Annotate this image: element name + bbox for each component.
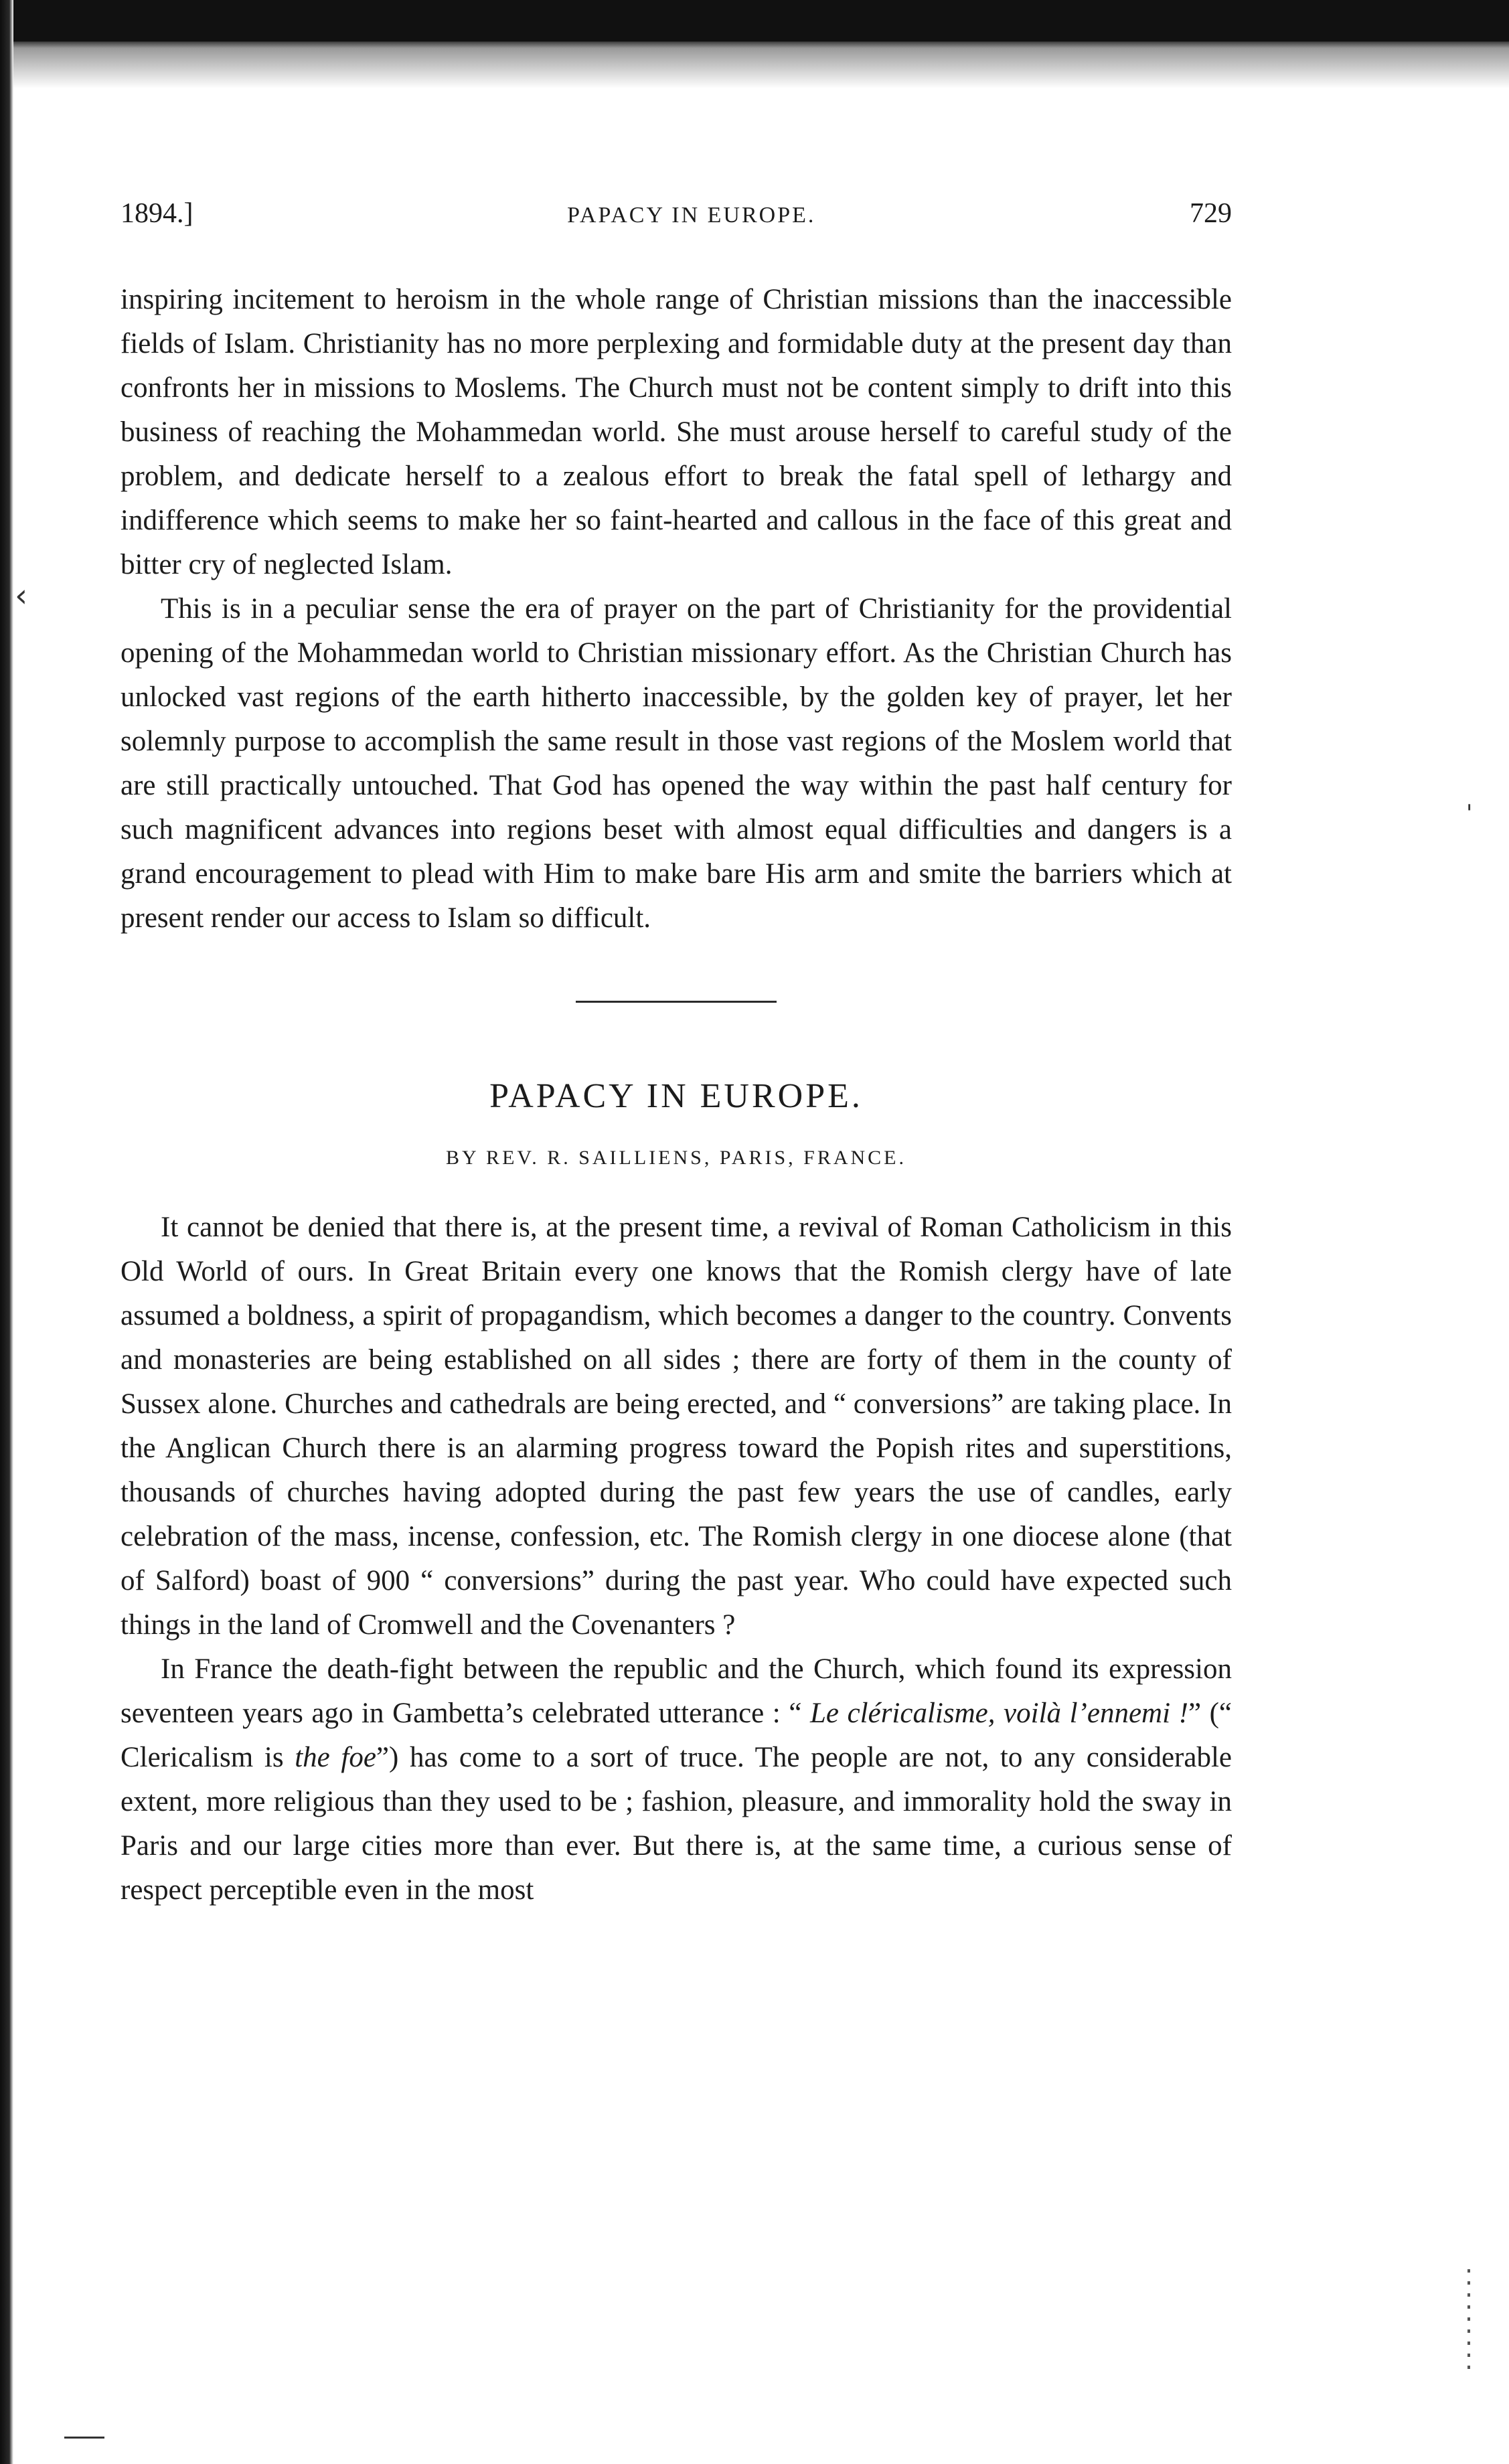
paragraph-2-tail: ”) has come to a sort of truce. The people are not, to any considerable extent, more religious than they used to be ; fashion, pleasure, and immorality hold the sway in Paris and our large cities more than ever. But there is, at the same time, a curious sense of respect perceptible even in the most: [121, 1742, 1232, 1906]
section-divider: [576, 1001, 777, 1003]
book-page: [121, 197, 1232, 1912]
article-paragraph-2: [121, 1647, 1232, 1912]
page-number: 729: [1189, 198, 1232, 229]
header-title: PAPACY IN EUROPE.: [567, 203, 816, 228]
scan-edge-left: [0, 0, 13, 2464]
margin-tick-mark: ': [1466, 800, 1473, 827]
article-paragraph-1: It cannot be denied that there is, at the present time, a revival of Roman Catholicism in this Old World of ours. In Great Britain every one knows that the Romish clergy have of late assumed a boldness, a spirit of propagandism, which becomes a danger to the country. Convents and monasteries are being established on all sides ; there are forty of them in the county of Sussex alone. Churches and cathedrals are being erected, and “ conversions” are taking place. In the Anglican Church there is an alarming progress toward the Popish rites and superstitions, thousands of churches having adopted during the past few years the use of candles, early celebration of the mass, incense, confession, etc. The Romish clergy in one diocese alone (that of Salford) boast of 900 “ conversions” during the past year. Who could have expected such things in the land of Cromwell and the Covenanters ?: [121, 1212, 1232, 1641]
margin-arrow-mark: ‹: [15, 577, 28, 614]
margin-dots: [1467, 2269, 1470, 2370]
header-year: 1894.]: [121, 198, 193, 229]
bottom-rule: [64, 2437, 104, 2439]
preceding-paragraph-2: This is in a peculiar sense the era of prayer on the part of Christianity for the providential opening of the Mohammedan world to Christian missionary effort. As the Christian Church has unlocked vast regions of the earth hitherto inaccessible, by the golden key of prayer, let her solemnly purpose to accomplish the same result in those vast regions of the Moslem world that are still practically untouched. That God has opened the way within the past half century for such magnificent advances into regions beset with almost equal difficulties and dangers is a grand encouragement to plead with Him to make bare His arm and smite the barriers which at present render our access to Islam so difficult.: [121, 593, 1232, 934]
french-quote: Le cléricalisme, voilà l’ennemi !: [810, 1698, 1188, 1729]
article-byline: BY REV. R. SAILLIENS, PARIS, FRANCE.: [446, 1147, 906, 1169]
preceding-paragraph-1: inspiring incitement to heroism in the whole range of Christian missions than the inaccessible fields of Islam. Christianity has no more perplexing and formidable duty at the present day than confronts her in missions to Moslems. The Church must not be content simply to drift into this business of reaching the Mohammedan world. She must arouse herself to careful study of the problem, and dedicate herself to a zealous effort to break the fatal spell of lethargy and indifference which seems to make her so faint-hearted and callous in the face of this great and bitter cry of neglected Islam.: [121, 284, 1232, 580]
running-head: [121, 197, 1232, 230]
paragraph-2-mid: ” (“ Clericalism is: [121, 1698, 1233, 1773]
article-title: PAPACY IN EUROPE.: [489, 1077, 863, 1115]
scan-edge-top: [0, 0, 1509, 42]
english-quote: the foe: [295, 1742, 376, 1773]
scan-shadow-top: [0, 42, 1509, 88]
paragraph-2-lead: In France the death-fight between the republic and the Church, which found its expression seventeen years ago in Gambetta’s celebrated utterance : “: [121, 1653, 1232, 1729]
